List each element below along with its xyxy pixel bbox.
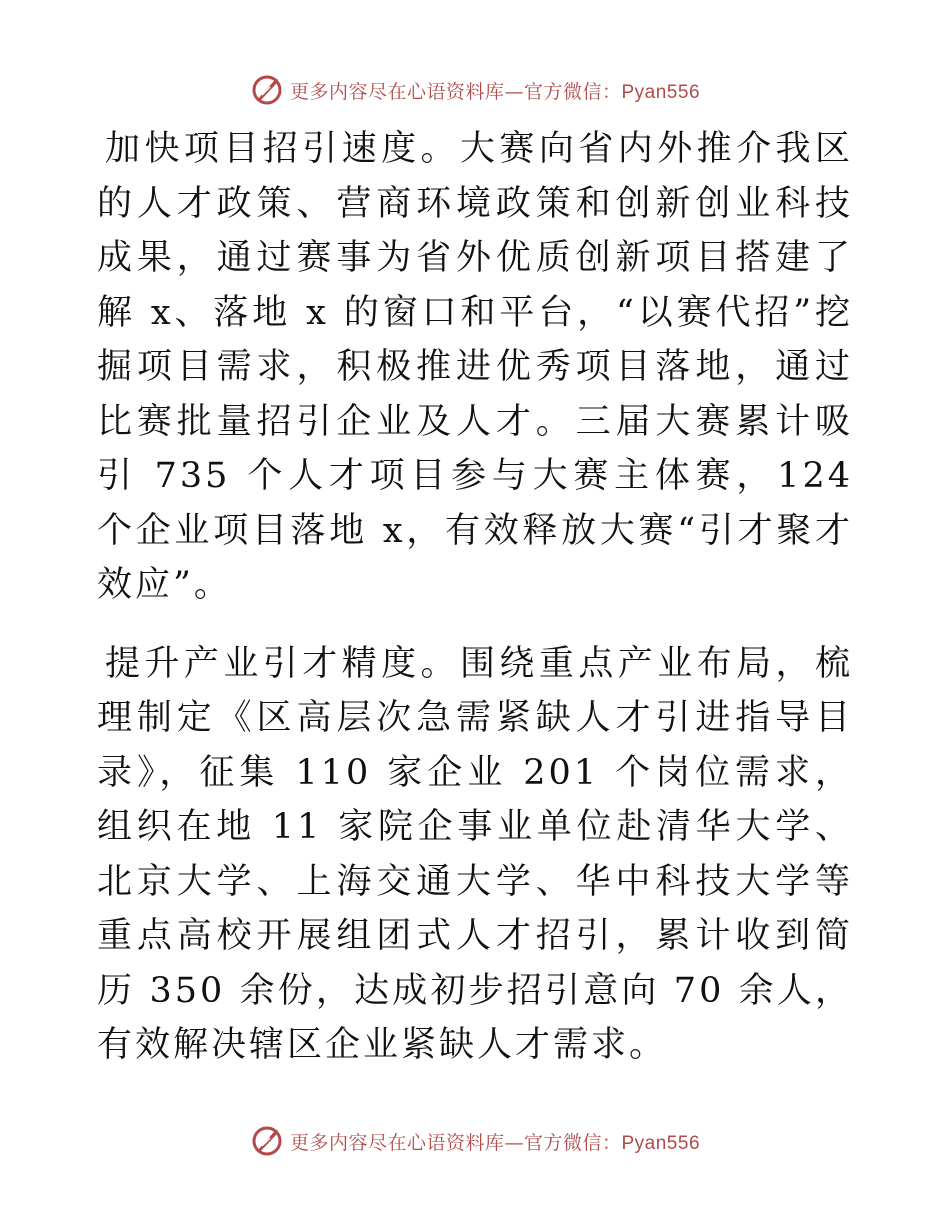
quill-pen-logo-icon [250, 1124, 284, 1158]
quill-pen-logo-icon [250, 73, 284, 107]
header-watermark-text: 更多内容尽在心语资料库—官方微信：Pyan556 [289, 80, 701, 103]
document-body [97, 122, 853, 1073]
footer-wechat-handle: Pyan556 [621, 1132, 701, 1154]
header-watermark-banner [0, 72, 950, 108]
paragraph-project-recruitment: 加快项目招引速度。大赛向省内外推介我区的人才政策、营商环境政策和创新创业科技成果，通过赛事为省外优质创新项目搭建了解 x、落地 x 的窗口和平台，“以赛代招”挖掘项目需求，积极推进优秀项目落地，通过比赛批量招引企业及人才。三届大赛累计吸引 735 个人才项目参与大赛主体赛，124 个企业项目落地 x，有效释放大赛“引才聚才效应”。 [97, 129, 853, 605]
paragraph-industry-talent: 提升产业引才精度。围绕重点产业布局，梳理制定《区高层次急需紧缺人才引进指导目录》，征集 110 家企业 201 个岗位需求，组织在地 11 家院企事业单位赴清华大学、北京大学、上海交通大学、华中科技大学等重点高校开展组团式人才招引，累计收到简历 350 余份，达成初步招引意向 70 余人，有效解决辖区企业紧缺人才需求。 [97, 643, 853, 1065]
footer-watermark-text: 更多内容尽在心语资料库—官方微信：Pyan556 [289, 1131, 701, 1154]
footer-watermark-banner [0, 1123, 950, 1159]
header-wechat-handle: Pyan556 [621, 81, 701, 103]
